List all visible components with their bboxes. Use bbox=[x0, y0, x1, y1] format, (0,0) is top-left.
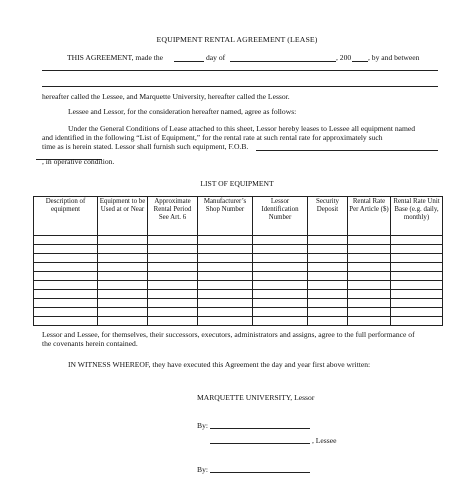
lessor-signature-line[interactable] bbox=[210, 428, 310, 429]
table-cell[interactable] bbox=[391, 263, 443, 272]
table-cell[interactable] bbox=[34, 263, 98, 272]
table-cell[interactable] bbox=[391, 236, 443, 245]
table-row bbox=[34, 317, 443, 326]
table-row bbox=[34, 281, 443, 290]
table-cell[interactable] bbox=[253, 299, 308, 308]
parties-line-1[interactable] bbox=[42, 70, 438, 71]
table-cell[interactable] bbox=[148, 299, 198, 308]
table-cell[interactable] bbox=[253, 254, 308, 263]
table-row bbox=[34, 245, 443, 254]
table-row bbox=[34, 254, 443, 263]
table-cell[interactable] bbox=[34, 290, 98, 299]
table-cell[interactable] bbox=[198, 317, 253, 326]
table-row bbox=[34, 290, 443, 299]
table-cell[interactable] bbox=[148, 263, 198, 272]
table-cell[interactable] bbox=[253, 290, 308, 299]
table-cell[interactable] bbox=[348, 236, 391, 245]
table-cell[interactable] bbox=[253, 317, 308, 326]
intro-year: , 200 bbox=[336, 53, 352, 62]
equipment-table-body bbox=[34, 236, 443, 326]
table-cell[interactable] bbox=[34, 245, 98, 254]
table-cell[interactable] bbox=[253, 308, 308, 317]
table-cell[interactable] bbox=[308, 254, 348, 263]
table-cell[interactable] bbox=[98, 290, 148, 299]
table-cell[interactable] bbox=[348, 245, 391, 254]
header-used-at: Equipment to be Used at or Near bbox=[98, 197, 148, 236]
table-cell[interactable] bbox=[34, 254, 98, 263]
header-unit-base: Rental Rate Unit Base (e.g. daily, monthly) bbox=[391, 197, 443, 236]
table-cell[interactable] bbox=[198, 236, 253, 245]
table-cell[interactable] bbox=[148, 317, 198, 326]
table-cell[interactable] bbox=[253, 272, 308, 281]
table-cell[interactable] bbox=[148, 254, 198, 263]
table-row bbox=[34, 308, 443, 317]
table-cell[interactable] bbox=[308, 290, 348, 299]
by-label-lessee: By: bbox=[197, 465, 208, 474]
table-cell[interactable] bbox=[348, 290, 391, 299]
table-cell[interactable] bbox=[98, 317, 148, 326]
table-cell[interactable] bbox=[308, 317, 348, 326]
successors-line-1: Lessor and Lessee, for themselves, their successors, executors, administrators and assigns, agree to the full performance of bbox=[42, 330, 415, 339]
header-rental-rate: Rental Rate Per Article ($) bbox=[348, 197, 391, 236]
header-identification-number: Lessor Identification Number bbox=[253, 197, 308, 236]
table-row bbox=[34, 236, 443, 245]
month-blank[interactable] bbox=[230, 61, 336, 62]
table-cell[interactable] bbox=[98, 263, 148, 272]
table-cell[interactable] bbox=[308, 308, 348, 317]
table-cell[interactable] bbox=[253, 236, 308, 245]
conditions-line-1: Under the General Conditions of Lease attached to this sheet, Lessor hereby leases to Lessee all equipment named bbox=[68, 124, 416, 133]
table-cell[interactable] bbox=[348, 308, 391, 317]
lessee-name-line[interactable] bbox=[210, 443, 310, 444]
table-cell[interactable] bbox=[391, 308, 443, 317]
conditions-line-4: , in operative condition. bbox=[42, 157, 115, 166]
table-cell[interactable] bbox=[198, 272, 253, 281]
table-cell[interactable] bbox=[198, 263, 253, 272]
table-cell[interactable] bbox=[148, 281, 198, 290]
table-cell[interactable] bbox=[34, 281, 98, 290]
successors-line-2: the covenants herein contained. bbox=[42, 339, 138, 348]
conditions-line-2: and identified in the following “List of Equipment,” for the rental rate at such rental rate for approximately such bbox=[42, 133, 383, 142]
table-row bbox=[34, 263, 443, 272]
document-title: EQUIPMENT RENTAL AGREEMENT (LEASE) bbox=[156, 35, 318, 44]
table-cell[interactable] bbox=[34, 299, 98, 308]
by-label-lessor: By: bbox=[197, 421, 208, 430]
table-header-row bbox=[34, 197, 443, 236]
table-cell[interactable] bbox=[34, 236, 98, 245]
lessee-signature-line[interactable] bbox=[210, 472, 310, 473]
table-cell[interactable] bbox=[253, 281, 308, 290]
table-cell[interactable] bbox=[198, 281, 253, 290]
table-cell[interactable] bbox=[98, 281, 148, 290]
table-cell[interactable] bbox=[348, 254, 391, 263]
table-cell[interactable] bbox=[198, 308, 253, 317]
parties-line-2[interactable] bbox=[42, 86, 438, 87]
table-cell[interactable] bbox=[308, 236, 348, 245]
table-cell[interactable] bbox=[391, 272, 443, 281]
table-cell[interactable] bbox=[391, 299, 443, 308]
equipment-table bbox=[33, 196, 443, 326]
table-cell[interactable] bbox=[308, 245, 348, 254]
table-cell[interactable] bbox=[198, 299, 253, 308]
hereafter-text: hereafter called the Lessee, and Marquette University, hereafter called the Lessor. bbox=[42, 92, 290, 101]
day-blank[interactable] bbox=[174, 61, 204, 62]
table-cell[interactable] bbox=[34, 272, 98, 281]
table-cell[interactable] bbox=[198, 245, 253, 254]
table-cell[interactable] bbox=[348, 272, 391, 281]
list-of-equipment-title: LIST OF EQUIPMENT bbox=[200, 179, 274, 188]
table-cell[interactable] bbox=[253, 263, 308, 272]
conditions-line-3: time as is herein stated. Lessor shall furnish such equipment, F.O.B. bbox=[42, 142, 249, 151]
table-cell[interactable] bbox=[98, 308, 148, 317]
intro-by-and-between: , by and between bbox=[368, 53, 420, 62]
table-row bbox=[34, 272, 443, 281]
table-cell[interactable] bbox=[391, 317, 443, 326]
intro-day-of: day of bbox=[206, 53, 226, 62]
table-cell[interactable] bbox=[308, 272, 348, 281]
table-cell[interactable] bbox=[198, 254, 253, 263]
table-cell[interactable] bbox=[34, 308, 98, 317]
table-cell[interactable] bbox=[148, 290, 198, 299]
table-cell[interactable] bbox=[198, 290, 253, 299]
table-cell[interactable] bbox=[98, 272, 148, 281]
witness-text: IN WITNESS WHEREOF, they have executed this Agreement the day and year first above written: bbox=[68, 360, 371, 369]
year-blank[interactable] bbox=[352, 61, 368, 62]
lessor-name: MARQUETTE UNIVERSITY, Lessor bbox=[197, 393, 315, 402]
table-cell[interactable] bbox=[308, 263, 348, 272]
lessee-label: , Lessee bbox=[312, 436, 337, 445]
table-cell[interactable] bbox=[348, 281, 391, 290]
header-rental-period: Approximate Rental Period See Art. 6 bbox=[148, 197, 198, 236]
table-cell[interactable] bbox=[308, 281, 348, 290]
table-cell[interactable] bbox=[98, 236, 148, 245]
table-cell[interactable] bbox=[148, 272, 198, 281]
table-cell[interactable] bbox=[98, 245, 148, 254]
table-cell[interactable] bbox=[391, 281, 443, 290]
table-cell[interactable] bbox=[148, 308, 198, 317]
table-cell[interactable] bbox=[98, 254, 148, 263]
table-cell[interactable] bbox=[148, 245, 198, 254]
consideration-text: Lessee and Lessor, for the consideration hereafter named, agree as follows: bbox=[68, 107, 297, 116]
header-description: Description of equipment bbox=[34, 197, 98, 236]
table-cell[interactable] bbox=[391, 245, 443, 254]
table-cell[interactable] bbox=[98, 299, 148, 308]
table-cell[interactable] bbox=[34, 317, 98, 326]
table-cell[interactable] bbox=[148, 236, 198, 245]
table-cell[interactable] bbox=[308, 299, 348, 308]
header-security-deposit: Security Deposit bbox=[308, 197, 348, 236]
table-cell[interactable] bbox=[391, 254, 443, 263]
table-cell[interactable] bbox=[348, 299, 391, 308]
table-row bbox=[34, 299, 443, 308]
table-cell[interactable] bbox=[253, 245, 308, 254]
fob-blank[interactable] bbox=[256, 150, 438, 151]
table-cell[interactable] bbox=[391, 290, 443, 299]
header-shop-number: Manufacturer’s Shop Number bbox=[198, 197, 253, 236]
intro-this-agreement: THIS AGREEMENT, made the bbox=[67, 53, 164, 62]
table-cell[interactable] bbox=[348, 317, 391, 326]
table-cell[interactable] bbox=[348, 263, 391, 272]
